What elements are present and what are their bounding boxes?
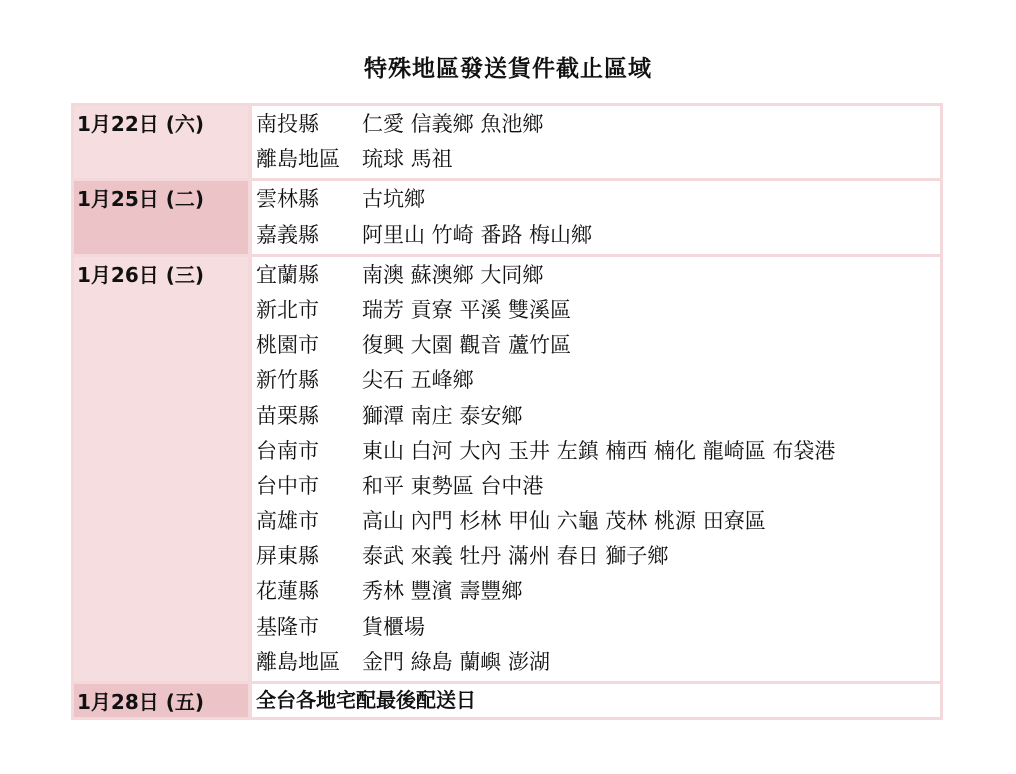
region-name: 宜蘭縣 [256, 262, 319, 287]
region-areas: 貨櫃場 [362, 614, 425, 639]
region-areas: 秀林 豐濱 壽豐鄉 [362, 579, 523, 604]
region-line [256, 574, 940, 609]
regions-cell [252, 181, 940, 253]
region-line [256, 182, 940, 217]
region-name: 高雄市 [256, 509, 319, 534]
region-areas: 阿里山 竹崎 番路 梅山鄉 [362, 222, 593, 247]
regions-cell [252, 106, 940, 178]
region-name: 南投縣 [256, 112, 319, 136]
region-line [256, 328, 940, 363]
region-areas: 和平 東勢區 台中港 [362, 473, 544, 498]
region-name: 苗栗縣 [256, 403, 319, 428]
region-areas: 金門 綠島 蘭嶼 澎湖 [362, 649, 551, 674]
region-line [256, 258, 940, 293]
region-areas: 泰武 來義 牡丹 滿州 春日 獅子鄉 [362, 544, 669, 569]
region-line [256, 504, 940, 539]
regions-cell [252, 257, 940, 681]
region-name: 雲林縣 [256, 187, 319, 212]
region-name: 新北市 [256, 297, 319, 322]
region-name: 台南市 [256, 438, 319, 463]
table-row [74, 257, 940, 681]
summary-cell [252, 684, 940, 717]
region-areas: 瑞芳 貢寮 平溪 雙溪區 [362, 297, 572, 322]
region-line [256, 107, 940, 142]
region-name: 屏東縣 [256, 544, 319, 569]
region-line [256, 539, 940, 574]
table-row [74, 106, 940, 178]
region-areas: 琉球 馬祖 [362, 147, 453, 172]
region-name: 花蓮縣 [256, 579, 319, 604]
region-areas: 獅潭 南庄 泰安鄉 [362, 403, 523, 428]
page-title: 特殊地區發送貨件截止區域 [364, 56, 652, 82]
region-line [256, 610, 940, 645]
region-line [256, 399, 940, 434]
region-name: 台中市 [256, 473, 319, 498]
final-delivery-note: 全台各地宅配最後配送日 [256, 688, 476, 712]
region-line [256, 469, 940, 504]
region-name: 基隆市 [256, 614, 319, 639]
date-cell: 1月25日 (二) [74, 181, 248, 253]
region-line [256, 434, 940, 469]
region-name: 離島地區 [256, 147, 340, 172]
region-areas: 南澳 蘇澳鄉 大同鄉 [362, 262, 544, 287]
region-areas: 古坑鄉 [362, 187, 425, 212]
region-areas: 仁愛 信義鄉 魚池鄉 [362, 112, 544, 136]
region-line [256, 363, 940, 398]
region-line [256, 645, 940, 680]
region-areas: 復興 大園 觀音 蘆竹區 [362, 333, 572, 358]
schedule-table [71, 103, 943, 720]
region-line [256, 293, 940, 328]
region-areas: 高山 內門 杉林 甲仙 六龜 茂林 桃源 田寮區 [362, 509, 766, 534]
region-line [256, 142, 940, 177]
region-name: 離島地區 [256, 649, 340, 674]
region-areas: 東山 白河 大內 玉井 左鎮 楠西 楠化 龍崎區 布袋港 [362, 438, 836, 463]
date-cell: 1月26日 (三) [74, 257, 248, 681]
date-cell: 1月28日 (五) [74, 684, 248, 717]
region-name: 嘉義縣 [256, 222, 319, 247]
table-row [74, 684, 940, 717]
date-cell: 1月22日 (六) [74, 106, 248, 178]
region-name: 桃園市 [256, 333, 319, 358]
region-name: 新竹縣 [256, 368, 319, 393]
region-areas: 尖石 五峰鄉 [362, 368, 474, 393]
region-line [256, 218, 940, 253]
table-row [74, 181, 940, 253]
